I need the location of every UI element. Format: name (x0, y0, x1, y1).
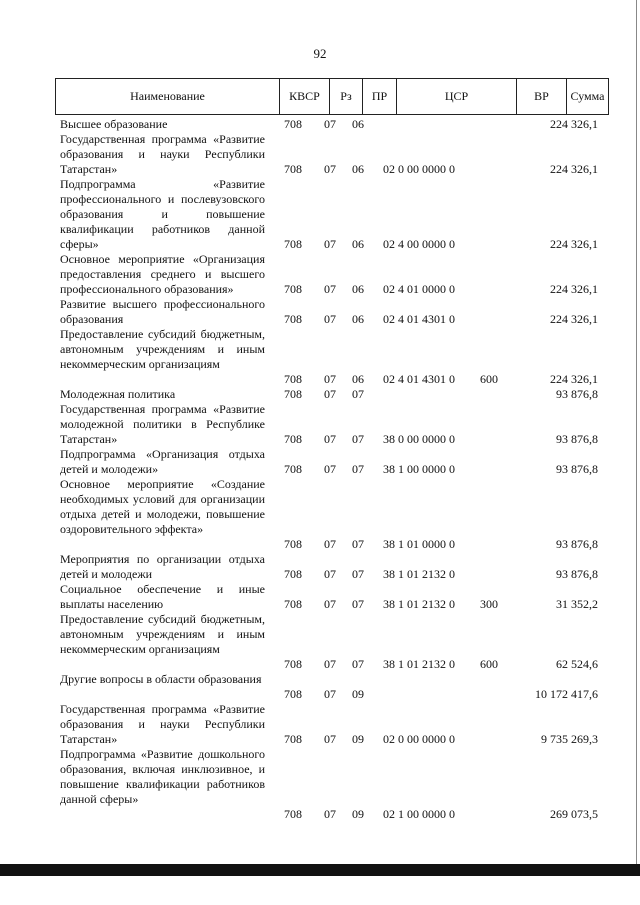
row-name: Предоставление субсидий бюджетным, автономным учреждениям и иным некоммерческим организациям (60, 612, 265, 656)
header-name: Наименование (56, 79, 280, 114)
row-rz: 07 (324, 807, 336, 821)
row-pr: 07 (352, 597, 364, 611)
row-sum: 62 524,6 (556, 657, 598, 671)
table-row (0, 402, 640, 447)
row-rz: 07 (324, 162, 336, 176)
row-sum: 224 326,1 (550, 312, 598, 326)
row-rz: 07 (324, 597, 336, 611)
table-row (0, 447, 640, 477)
row-name: Высшее образование (60, 117, 168, 131)
row-rz: 07 (324, 462, 336, 476)
page-number: 92 (313, 46, 327, 61)
row-pr: 06 (352, 372, 364, 386)
row-sum: 269 073,5 (550, 807, 598, 821)
row-kvsr: 708 (284, 807, 302, 821)
row-rz: 07 (324, 732, 336, 746)
row-pr: 09 (352, 732, 364, 746)
row-csr: 38 1 01 2132 0 (383, 597, 455, 611)
row-csr: 02 1 00 0000 0 (383, 807, 455, 821)
row-pr: 06 (352, 237, 364, 251)
row-kvsr: 708 (284, 282, 302, 296)
header-vr: ВР (517, 79, 567, 114)
row-rz: 07 (324, 657, 336, 671)
row-name: Основное мероприятие «Организация предоставления среднего и высшего профессионального образования» (60, 252, 265, 296)
table-row (0, 177, 640, 252)
table-row (0, 252, 640, 297)
row-csr: 02 4 00 0000 0 (383, 237, 455, 251)
row-pr: 07 (352, 537, 364, 551)
table-row (0, 702, 640, 747)
row-vr: 300 (480, 597, 498, 611)
row-kvsr: 708 (284, 372, 302, 386)
row-rz: 07 (324, 567, 336, 581)
row-csr: 02 0 00 0000 0 (383, 162, 455, 176)
row-name: Государственная программа «Развитие образования и науки Республики Татарстан» (60, 132, 265, 176)
row-pr: 07 (352, 432, 364, 446)
header-kvsr: КВСР (280, 79, 330, 114)
row-rz: 07 (324, 237, 336, 251)
row-name: Социальное обеспечение и иные выплаты населению (60, 582, 265, 611)
table-header (55, 78, 609, 115)
row-name: Мероприятия по организации отдыха детей и молодежи (60, 552, 265, 581)
row-name: Развитие высшего профессионального образования (60, 297, 265, 326)
row-rz: 07 (324, 687, 336, 701)
header-pr: ПР (363, 79, 397, 114)
row-csr: 38 0 00 0000 0 (383, 432, 455, 446)
row-pr: 07 (352, 657, 364, 671)
row-name: Другие вопросы в области образования (60, 672, 262, 686)
table-row (0, 477, 640, 552)
row-kvsr: 708 (284, 657, 302, 671)
row-name: Подпрограмма «Развитие профессионального и послевузовского образования и повышение квалификации работников данной сферы» (60, 177, 265, 251)
row-rz: 07 (324, 282, 336, 296)
row-kvsr: 708 (284, 537, 302, 551)
row-name: Предоставление субсидий бюджетным, автономным учреждениям и иным некоммерческим организациям (60, 327, 265, 371)
row-sum: 9 735 269,3 (541, 732, 598, 746)
row-csr: 38 1 01 2132 0 (383, 567, 455, 581)
row-sum: 93 876,8 (556, 462, 598, 476)
row-pr: 07 (352, 462, 364, 476)
table-row (0, 582, 640, 612)
row-kvsr: 708 (284, 567, 302, 581)
table-row (0, 327, 640, 387)
row-rz: 07 (324, 432, 336, 446)
row-csr: 02 0 00 0000 0 (383, 732, 455, 746)
table-row (0, 117, 640, 132)
row-csr: 02 4 01 4301 0 (383, 372, 455, 386)
row-rz: 07 (324, 117, 336, 131)
row-csr: 38 1 01 2132 0 (383, 657, 455, 671)
row-csr: 02 4 01 0000 0 (383, 282, 455, 296)
row-sum: 224 326,1 (550, 372, 598, 386)
row-pr: 06 (352, 162, 364, 176)
row-name: Подпрограмма «Организация отдыха детей и молодежи» (60, 447, 265, 476)
row-kvsr: 708 (284, 117, 302, 131)
row-rz: 07 (324, 537, 336, 551)
row-kvsr: 708 (284, 387, 302, 401)
header-sum: Сумма (570, 89, 605, 103)
row-sum: 93 876,8 (556, 567, 598, 581)
row-kvsr: 708 (284, 687, 302, 701)
row-vr: 600 (480, 372, 498, 386)
row-pr: 09 (352, 807, 364, 821)
row-kvsr: 708 (284, 312, 302, 326)
row-name: Государственная программа «Развитие молодежной политики в Республике Татарстан» (60, 402, 265, 446)
table-row (0, 387, 640, 402)
row-sum: 224 326,1 (550, 237, 598, 251)
row-csr: 38 1 00 0000 0 (383, 462, 455, 476)
row-pr: 07 (352, 567, 364, 581)
row-kvsr: 708 (284, 432, 302, 446)
row-sum: 93 876,8 (556, 387, 598, 401)
row-pr: 09 (352, 687, 364, 701)
scan-edge-line (636, 0, 637, 864)
row-pr: 06 (352, 117, 364, 131)
row-sum: 224 326,1 (550, 117, 598, 131)
row-sum: 93 876,8 (556, 537, 598, 551)
row-kvsr: 708 (284, 162, 302, 176)
scan-bottom-bar (0, 864, 640, 876)
row-kvsr: 708 (284, 462, 302, 476)
row-sum: 224 326,1 (550, 282, 598, 296)
row-sum: 93 876,8 (556, 432, 598, 446)
row-vr: 600 (480, 657, 498, 671)
row-sum: 10 172 417,6 (535, 687, 598, 701)
table-row (0, 672, 640, 702)
table-row (0, 297, 640, 327)
row-sum: 224 326,1 (550, 162, 598, 176)
row-name: Основное мероприятие «Создание необходимых условий для организации отдыха детей и молодежи, повышение оздоровительного эффекта» (60, 477, 265, 536)
row-name: Государственная программа «Развитие образования и науки Республики Татарстан» (60, 702, 265, 746)
row-name: Молодежная политика (60, 387, 176, 401)
row-kvsr: 708 (284, 237, 302, 251)
table-row (0, 612, 640, 672)
row-csr: 38 1 01 0000 0 (383, 537, 455, 551)
row-pr: 07 (352, 387, 364, 401)
table-row (0, 552, 640, 582)
row-rz: 07 (324, 372, 336, 386)
row-csr: 02 4 01 4301 0 (383, 312, 455, 326)
row-pr: 06 (352, 312, 364, 326)
row-rz: 07 (324, 387, 336, 401)
row-kvsr: 708 (284, 732, 302, 746)
row-kvsr: 708 (284, 597, 302, 611)
header-csr: ЦСР (397, 79, 517, 114)
header-rz: Рз (330, 79, 363, 114)
row-rz: 07 (324, 312, 336, 326)
row-name: Подпрограмма «Развитие дошкольного образования, включая инклюзивное, и повышение квалификации работников данной сферы» (60, 747, 265, 806)
row-sum: 31 352,2 (556, 597, 598, 611)
row-pr: 06 (352, 282, 364, 296)
table-row (0, 747, 640, 822)
table-row (0, 132, 640, 177)
table-body (0, 117, 640, 822)
